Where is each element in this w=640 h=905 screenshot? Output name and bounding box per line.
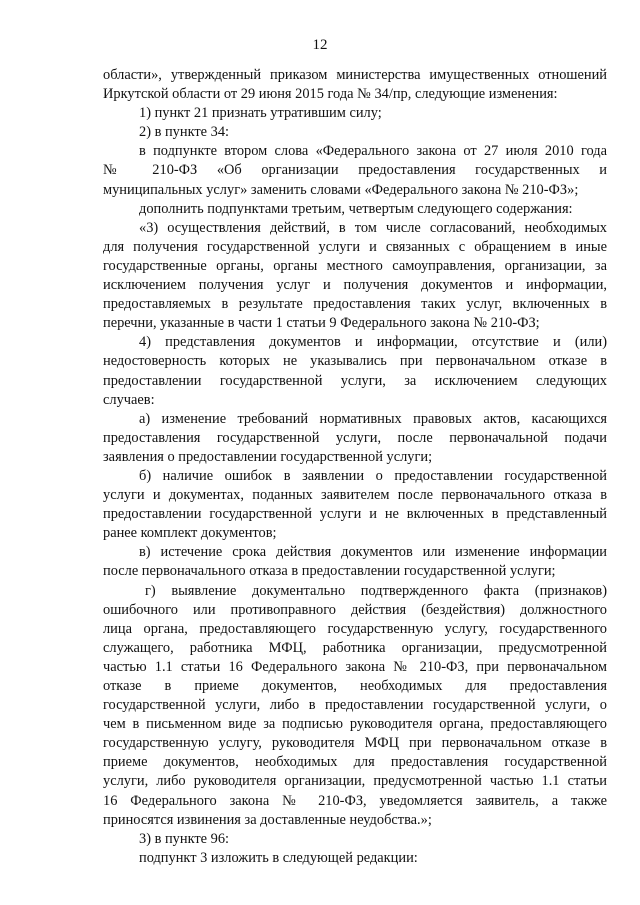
text-line: государственные органы, органы местного самоуправления, организации, за (103, 257, 607, 274)
text-line: государственной услуги, либо в предоставлении государственной услуги, о (103, 697, 607, 714)
text-line: 1) пункт 21 признать утратившим силу; (139, 105, 382, 122)
text-line: подпункт 3 изложить в следующей редакции: (139, 849, 418, 866)
text-line: исключением получения услуг и получения документов и информации, (103, 277, 607, 294)
text-line: случаев: (103, 391, 155, 408)
text-line: ошибочного или противоправного действия (бездействия) должностного (103, 601, 607, 618)
text-line: после первоначального отказа в предоставлении государственной услуги; (103, 563, 556, 580)
text-line: 4) представления документов и информации, отсутствие и (или) (139, 334, 607, 351)
text-line: а) изменение требований нормативных правовых актов, касающихся (139, 410, 607, 427)
text-line: перечни, указанные в части 1 статьи 9 Федерального закона № 210-ФЗ; (103, 315, 540, 332)
text-line: частью 1.1 статьи 16 Федерального закона № 210-ФЗ, при первоначальном (103, 658, 607, 675)
text-line: муниципальных услуг» заменить словами «Федерального закона № 210-ФЗ»; (103, 181, 579, 198)
text-line: услуги, либо руководителя организации, предусмотренной частью 1.1 статьи (103, 773, 607, 790)
page-number: 12 (312, 37, 328, 53)
text-line: служащего, работника МФЦ, работника организации, предусмотренной (103, 639, 607, 656)
text-line: «3) осуществления действий, в том числе согласований, необходимых (139, 219, 607, 236)
text-line: приносятся извинения за доставленные неудобства.»; (103, 811, 432, 828)
text-line: предоставления государственной услуги, после первоначальной подачи (103, 429, 607, 446)
text-line: услуги и документах, поданных заявителем после первоначального отказа в (103, 487, 607, 504)
text-line: № 210-ФЗ «Об организации предоставления государственных и (103, 162, 607, 179)
text-line: 2) в пункте 34: (139, 124, 230, 141)
text-line: предоставлении государственной услуги и не включенных в представленный (103, 506, 607, 523)
text-line: для получения государственной услуги и связанных с обращением в иные (103, 238, 607, 255)
text-line: заявления о предоставлении государственной услуги; (103, 448, 433, 465)
text-line: государственную услугу, руководителя МФЦ при первоначальном отказе в (103, 735, 607, 752)
text-line: приеме документов, необходимых для предоставления государственной (103, 754, 607, 771)
text-line: г) выявление документально подтвержденного факта (признаков) (145, 582, 607, 599)
text-line: отказе в приеме документов, необходимых для предоставления (103, 678, 607, 694)
text-line: 16 Федерального закона № 210-ФЗ, уведомляется заявитель, а также (103, 792, 607, 809)
text-line: в подпункте втором слова «Федерального закона от 27 июля 2010 года (139, 143, 607, 160)
text-line: дополнить подпунктами третьим, четвертым следующего содержания: (139, 200, 573, 217)
text-line: в) истечение срока действия документов или изменение информации (139, 544, 607, 561)
text-line: области», утвержденный приказом министерства имущественных отношений (103, 67, 607, 83)
text-line: лица органа, предоставляющего государственную услугу, государственного (103, 620, 607, 637)
text-line: 3) в пункте 96: (139, 830, 230, 847)
text-line: б) наличие ошибок в заявлении о предоставлении государственной (139, 467, 607, 484)
text-line: ранее комплект документов; (103, 525, 277, 542)
text-line: Иркутской области от 29 июня 2015 года № 34/пр, следующие изменения: (103, 86, 558, 103)
text-line: недостоверность которых не указывались при первоначальном отказе в (103, 353, 607, 370)
document-body (103, 66, 607, 868)
text-line: чем в письменном виде за подписью руководителя органа, предоставляющего (103, 716, 607, 733)
text-line: предоставляемых в результате предоставления таких услуг, включенных в (103, 296, 607, 313)
text-line: предоставлении государственной услуги, за исключением следующих (103, 372, 607, 389)
